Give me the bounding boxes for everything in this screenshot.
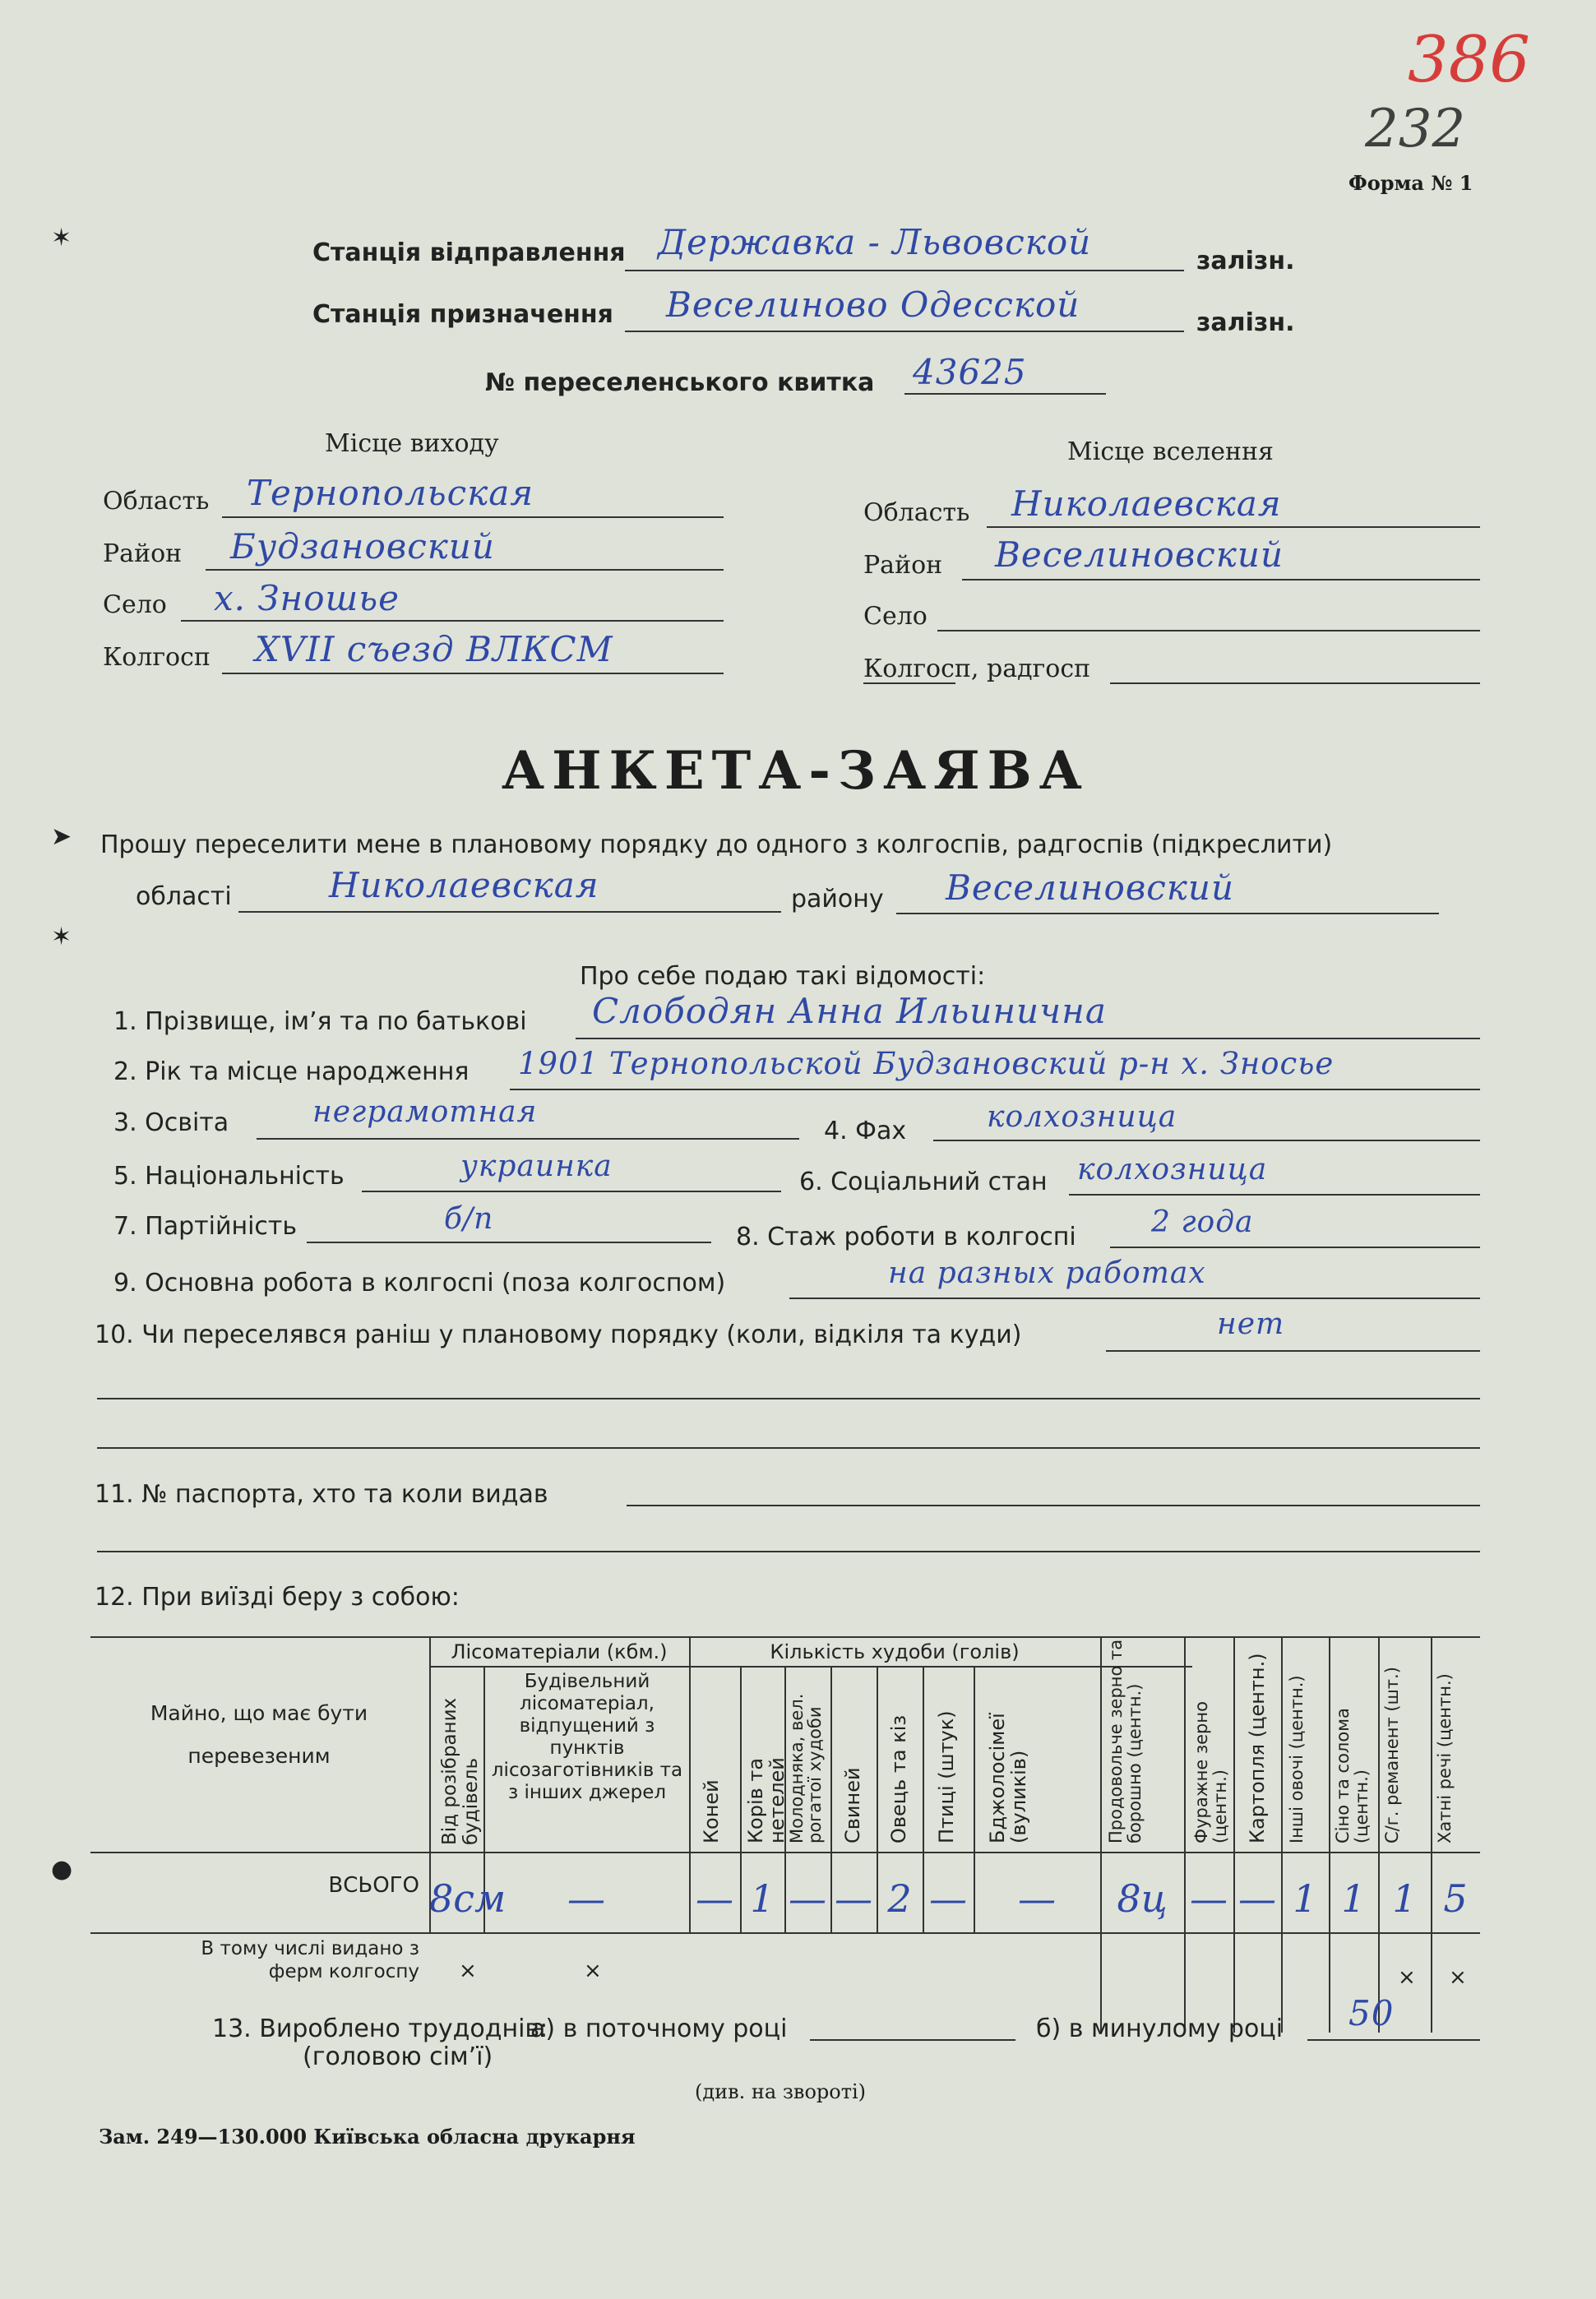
workdays-last-line (1307, 2039, 1480, 2041)
col-header-1: Будівельний лісоматеріал, відпущений з пунктів лісозаготівників та з інших джерел (491, 1671, 683, 1803)
field-7-label: 7. Партійність (113, 1212, 298, 1241)
field-9-value: на разных работах (888, 1256, 1206, 1290)
departure-station-value: Державка - Львовской (658, 222, 1092, 262)
field-3-line (257, 1138, 799, 1140)
field-7-line (307, 1242, 711, 1243)
group-cattle-header: Кількість худоби (голів) (770, 1640, 1020, 1663)
field-7-value: б/п (444, 1202, 494, 1236)
workdays-label: 13. Вироблено трудоднів: (212, 2015, 548, 2043)
col-header-10: Фуражне зерно (центн.) (1191, 1701, 1230, 1843)
origin-raion-line (206, 569, 724, 571)
workdays-current-line (810, 2039, 1015, 2041)
field-11-line (627, 1505, 1480, 1506)
col-header-3: Корів та нетелей (744, 1757, 789, 1843)
destination-raion-value: Веселиновский (995, 534, 1284, 575)
departure-station-label: Станція відправлення (312, 238, 626, 267)
field-8-label: 8. Стаж роботи в колгоспі (736, 1223, 1076, 1251)
field-6-label: 6. Соціальний стан (799, 1168, 1048, 1196)
field-9-label: 9. Основна робота в колгоспі (поза колгоспом) (113, 1269, 726, 1298)
form-number-label: Форма № 1 (1349, 171, 1473, 195)
workdays-last-label: б) в минулому році (1036, 2015, 1284, 2043)
total-cell-4: — (789, 1876, 826, 1921)
field-11-label: 11. № паспорта, хто та коли видав (95, 1480, 548, 1509)
field-3-label: 3. Освіта (113, 1108, 229, 1137)
field-3-value: неграмотная (312, 1095, 538, 1129)
destination-village-line (937, 630, 1480, 631)
field-10-line-2 (97, 1398, 1480, 1399)
col-header-13: Сіно та солома (центн.) (1333, 1708, 1372, 1843)
field-4-label: 4. Фах (824, 1117, 907, 1145)
origin-oblast-value: Тернопольская (247, 473, 534, 513)
request-raion-value: Веселиновский (946, 867, 1234, 908)
col-property-header: Майно, що має бути перевезеним (150, 1701, 368, 1768)
form-title: АНКЕТА-ЗАЯВА (502, 740, 1089, 802)
col-header-6: Овець та кіз (887, 1714, 910, 1843)
origin-village-label: Село (103, 590, 167, 619)
total-cell-10: — (1190, 1876, 1228, 1921)
field-5-line (362, 1191, 781, 1192)
destination-kolhosp-label: Колгосп, радгосп (863, 655, 1091, 683)
field-5-value: украинка (460, 1150, 613, 1183)
origin-village-value: х. Зношье (214, 578, 400, 618)
request-oblast-value: Николаевская (329, 865, 599, 905)
col-header-4: Молодняка, вел. рогатої худоби (787, 1693, 825, 1843)
ticket-number-line (904, 393, 1106, 395)
origin-raion-value: Будзановский (230, 526, 495, 567)
ticket-number-value: 43625 (913, 352, 1027, 392)
destination-oblast-value: Николаевская (1011, 483, 1282, 524)
col-header-12: Інші овочі (центн.) (1287, 1675, 1307, 1843)
col-header-14: С/г. реманент (шт.) (1382, 1667, 1402, 1843)
total-cell-14: 1 (1392, 1876, 1417, 1921)
origin-kolhosp-label: Колгосп (103, 643, 210, 672)
col-header-7: Птиці (штук) (935, 1710, 958, 1843)
destination-station-value: Веселиново Одесской (666, 284, 1080, 325)
total-cell-6: 2 (887, 1876, 912, 1921)
field-2-line (510, 1089, 1480, 1090)
origin-kolhosp-value: XVII съезд ВЛКСМ (255, 629, 613, 669)
request-text: Прошу переселити мене в плановому порядку до одного з колгоспів, радгоспів (підкреслити) (100, 830, 1333, 859)
total-cell-12: 1 (1293, 1876, 1317, 1921)
punch-mark: ➤ (51, 822, 72, 851)
destination-station-label: Станція призначення (312, 300, 613, 329)
col-header-9: Продовольче зерно та борошно (центн.) (1106, 1639, 1145, 1843)
ticket-number-label: № переселенського квитка (485, 368, 875, 397)
destination-kolhosp-line (1110, 682, 1480, 684)
field-1-value: Слободян Анна Ильинична (592, 991, 1107, 1031)
punch-mark: ✶ (51, 923, 72, 951)
field-2-label: 2. Рік та місце народження (113, 1057, 470, 1086)
total-cell-3: 1 (750, 1876, 775, 1921)
departure-rail-suffix: залізн. (1196, 247, 1295, 275)
col-header-0: Від розібраних будівель (439, 1697, 482, 1845)
field-4-value: колхозница (987, 1100, 1177, 1134)
field-9-line (789, 1298, 1480, 1299)
field-10-value: нет (1217, 1307, 1285, 1341)
departure-station-line (625, 270, 1184, 271)
total-cell-7: — (929, 1876, 967, 1921)
punch-mark: ● (51, 1855, 73, 1884)
kolhosp-cell-14: × (1398, 1965, 1416, 1990)
request-oblast-label: області (136, 882, 232, 911)
field-8-line (1110, 1247, 1480, 1248)
field-2-value: 1901 Тернопольской Будзановский р-н х. Зносье (518, 1046, 1335, 1081)
field-5-label: 5. Національність (113, 1162, 345, 1191)
workdays-current-label: а) в поточному році (530, 2015, 788, 2043)
printer-imprint: Зам. 249—130.000 Київська обласна друкарня (99, 2125, 636, 2149)
total-cell-1: — (567, 1876, 605, 1921)
row-kolhosp-label: В тому числі видано з ферм колгоспу (201, 1938, 419, 1982)
field-4-line (933, 1140, 1480, 1141)
kolhosp-cell-1: × (584, 1959, 602, 1983)
request-raion-label: району (791, 885, 884, 914)
field-6-value: колхозница (1077, 1153, 1268, 1187)
workdays-last-value: 50 (1349, 1993, 1395, 2033)
intro-text: Про себе подаю такі відомості: (580, 962, 986, 991)
origin-oblast-line (222, 516, 724, 518)
request-raion-line (896, 913, 1439, 914)
field-12-label: 12. При виїзді беру з собою: (95, 1583, 460, 1612)
workdays-sub-label: (головою сім’ї) (303, 2042, 493, 2071)
destination-raion-label: Район (863, 551, 943, 580)
destination-station-line (625, 331, 1184, 332)
destination-village-label: Село (863, 602, 928, 631)
total-cell-9: 8ц (1117, 1876, 1168, 1921)
origin-title: Місце виходу (325, 429, 499, 458)
total-cell-0: 8см (429, 1876, 507, 1921)
see-back-note: (див. на звороті) (695, 2080, 867, 2103)
belongings-table (90, 1636, 1480, 2033)
destination-oblast-line (987, 526, 1480, 528)
kolhosp-cell-15: × (1449, 1965, 1467, 1990)
field-1-label: 1. Прізвище, ім’я та по батькові (113, 1007, 527, 1036)
destination-title: Місце вселення (1067, 437, 1274, 466)
destination-oblast-label: Область (863, 498, 970, 527)
origin-village-line (181, 620, 724, 622)
field-1-line (576, 1038, 1480, 1039)
field-6-line (1069, 1194, 1480, 1196)
field-10-line-3 (97, 1447, 1480, 1449)
group-lumber-header: Лісоматеріали (кбм.) (451, 1640, 668, 1663)
origin-raion-label: Район (103, 539, 183, 568)
request-oblast-line (238, 911, 781, 913)
col-header-15: Хатні речі (центн.) (1435, 1673, 1455, 1843)
destination-raion-line (962, 579, 1480, 581)
total-cell-13: 1 (1341, 1876, 1366, 1921)
field-10-line (1106, 1350, 1480, 1352)
total-cell-8: — (1018, 1876, 1056, 1921)
destination-rail-suffix: залізн. (1196, 308, 1295, 337)
field-10-label: 10. Чи переселявся раніш у плановому порядку (коли, відкіля та куди) (95, 1321, 1022, 1349)
field-11-line-2 (97, 1551, 1480, 1552)
punch-mark: ✶ (51, 224, 72, 252)
archive-number-red: 386 (1408, 23, 1530, 97)
row-total-label: ВСЬОГО (328, 1873, 419, 1898)
total-cell-2: — (696, 1876, 733, 1921)
total-cell-5: — (835, 1876, 872, 1921)
archive-number-pencil: 232 (1365, 99, 1466, 160)
origin-kolhosp-line (222, 673, 724, 674)
kolhosp-cell-0: × (459, 1959, 477, 1983)
col-header-11: Картопля (центн.) (1246, 1653, 1269, 1843)
total-cell-15: 5 (1443, 1876, 1468, 1921)
origin-oblast-label: Область (103, 487, 210, 516)
total-cell-11: — (1238, 1876, 1276, 1921)
col-header-2: Коней (700, 1779, 723, 1843)
destination-kolhosp-underline (863, 682, 955, 684)
col-header-8: Бджолосімеї (вуликів) (986, 1713, 1030, 1843)
field-8-value: 2 года (1151, 1205, 1254, 1239)
col-header-5: Свиней (841, 1767, 864, 1843)
